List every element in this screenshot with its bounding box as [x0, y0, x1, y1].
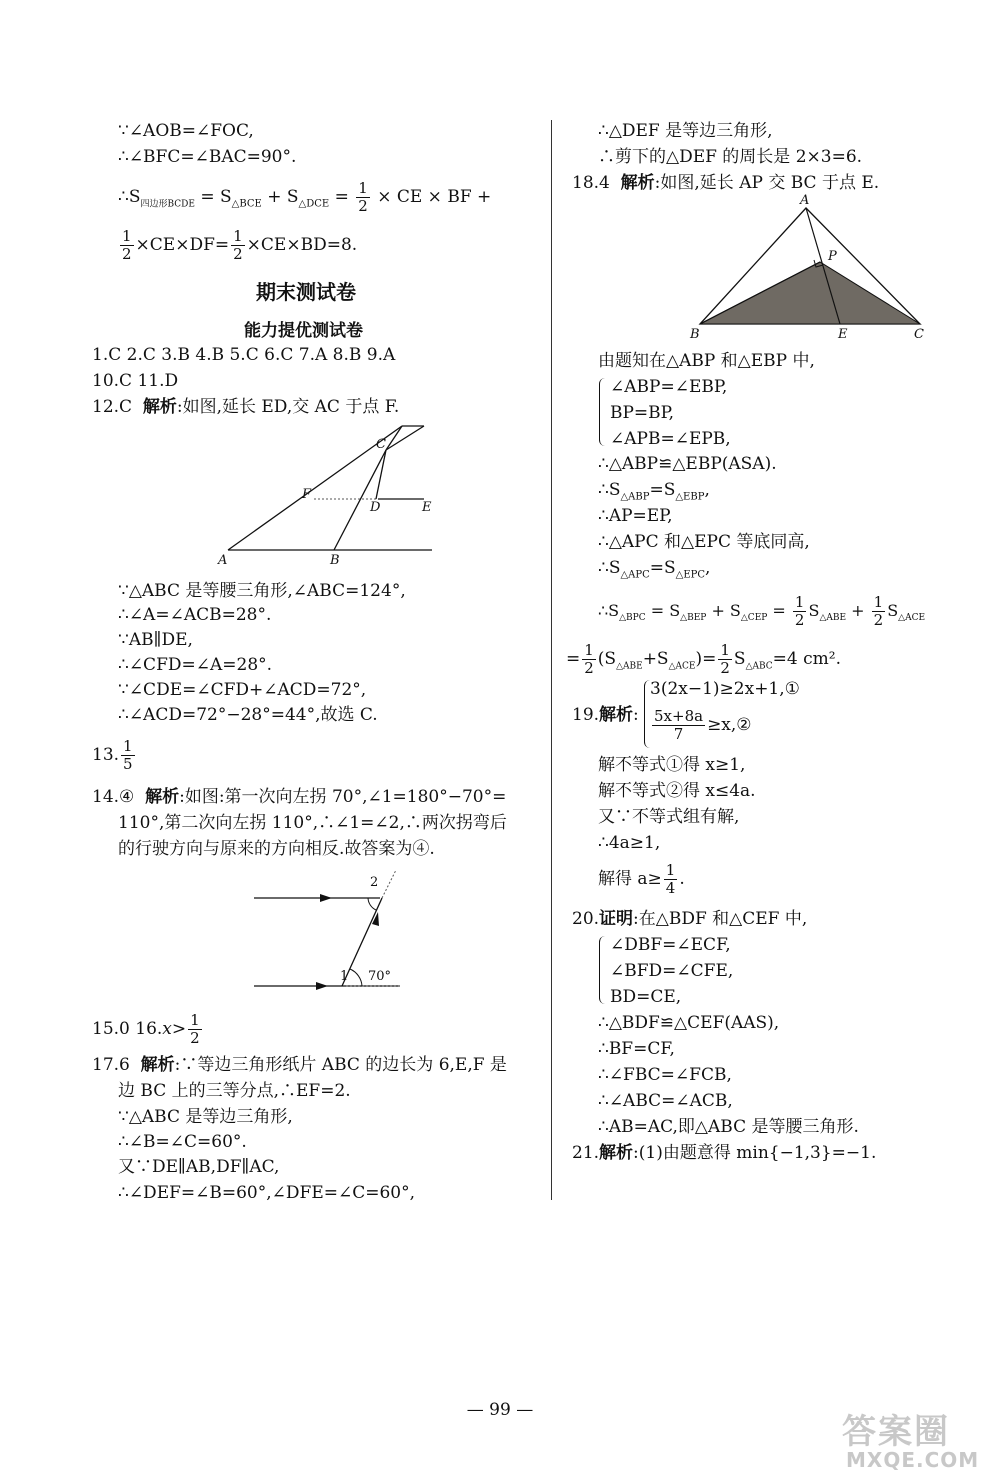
answers-row: 1.C 2.C 3.B 4.B 5.C 6.C 7.A 8.B 9.A: [92, 345, 396, 365]
text-line: ∴∠A=∠ACB=28°.: [118, 605, 272, 625]
figure-q18: [688, 193, 938, 342]
text-line: ∵∠CDE=∠CFD+∠ACD=72°,: [118, 680, 367, 700]
text-line: ∴剪下的△DEF 的周长是 2×3=6.: [598, 147, 863, 167]
text-line: 又∵DE∥AB,DF∥AC,: [118, 1157, 280, 1177]
q13: 13. $\frac{1}{5}$: [92, 737, 133, 773]
label-angle-2: 2: [370, 875, 379, 890]
text-line: ∴△DEF 是等边三角形,: [598, 121, 773, 141]
q20-header: 20.证明:在△BDF 和△CEF 中,: [572, 909, 808, 929]
inequality-2: $\frac{5x+8a}{7}$ ≥x,②: [654, 707, 752, 743]
label-c: C: [376, 437, 386, 452]
text-line: ∴AB=AC,即△ABC 是等腰三角形.: [598, 1117, 859, 1137]
section-title: 期末测试卷: [256, 280, 356, 304]
text-line: ∴∠BFC=∠BAC=90°.: [118, 147, 297, 167]
subsection-title: 能力提优测试卷: [244, 321, 363, 341]
area-formula-cont: $\frac{1}{2}$ ×CE×DF= $\frac{1}{2}$ ×CE×BD=8.: [122, 227, 358, 263]
page-number: — 99 —: [466, 1400, 534, 1420]
q12-header: 12.C 解析:如图,延长 ED,交 AC 于点 F.: [92, 397, 400, 417]
answers-row: 10.C 11.D: [92, 371, 179, 391]
text-line: 解不等式②得 x≤4a.: [598, 781, 756, 801]
text-line: 110°,第二次向左拐 110°,∴∠1=∠2,∴两次拐弯后: [118, 813, 507, 833]
text-line: BD=CE,: [610, 987, 682, 1007]
text-line: ∴△BDF≌△CEF(AAS),: [598, 1013, 780, 1033]
text-line: ∵AB∥DE,: [118, 630, 193, 650]
text-line: ∴∠DEF=∠B=60°,∠DFE=∠C=60°,: [118, 1183, 416, 1203]
text-line: ∠BFD=∠CFE,: [610, 961, 734, 981]
label-a: A: [218, 553, 228, 568]
text-line: ∴∠B=∠C=60°.: [118, 1132, 247, 1152]
column-divider: [551, 120, 552, 1200]
q17-header: 17.6 解析:∵等边三角形纸片 ABC 的边长为 6,E,F 是: [92, 1055, 507, 1075]
text-line: ∴∠CFD=∠A=28°.: [118, 655, 273, 675]
text-line: 边 BC 上的三等分点,∴EF=2.: [118, 1081, 351, 1101]
text-line: $\therefore S_{\triangle ABP}=S_{\triangle EBP}$,: [598, 480, 710, 503]
area-formula: $\therefore S_{四边形BCDE} = S_{\triangle BCE} + S_{\triangle DCE}$ = $\frac{1}{2}$ × CE × BF +: [118, 179, 492, 215]
q21-header: 21.解析:(1)由题意得 min{−1,3}=−1.: [572, 1143, 877, 1163]
q18-header: 18.4 解析:如图,延长 AP 交 BC 于点 E.: [572, 173, 880, 193]
label-d: D: [370, 500, 381, 515]
text-line: ∴△ABP≌△EBP(ASA).: [598, 454, 777, 474]
text-line: ∠DBF=∠ECF,: [610, 935, 731, 955]
figure-q14: [250, 866, 410, 996]
label-a: A: [800, 193, 810, 208]
label-b: B: [690, 327, 700, 342]
text-line: 的行驶方向与原来的方向相反.故答案为④.: [118, 839, 435, 859]
text-line: ∵△ABC 是等腰三角形,∠ABC=124°,: [118, 581, 406, 601]
figure-q12: [218, 418, 438, 568]
text-line: ∴△APC 和△EPC 等底同高,: [598, 532, 810, 552]
text-line: ∴∠FBC=∠FCB,: [598, 1065, 732, 1085]
text-line: ∴∠ABC=∠ACB,: [598, 1091, 733, 1111]
label-angle-70: 70°: [368, 969, 392, 984]
text-line: 解得 a≥ $\frac{1}{4}$ .: [598, 861, 685, 897]
label-e: E: [422, 500, 432, 515]
text-line: BP=BP,: [610, 403, 675, 423]
q19-label: 19.解析:: [572, 705, 639, 725]
label-e: E: [838, 327, 848, 342]
watermark-url: MXQE.COM: [846, 1448, 980, 1472]
system-brace: [599, 936, 606, 1004]
text-line: ∴∠ACD=72°−28°=44°,故选 C.: [118, 705, 378, 725]
text-line: 由题知在△ABP 和△EBP 中,: [598, 351, 815, 371]
area-sum-cont: = $\frac{1}{2}$ $(S_{\triangle ABE}+S_{\triangle ACE})=$ $\frac{1}{2}$ $S_{\triangle ABC}=4$ cm².: [566, 641, 841, 677]
watermark-logo: 答案圈: [842, 1412, 950, 1452]
text-line: ∠APB=∠EPB,: [610, 429, 731, 449]
text-line: ∵△ABC 是等边三角形,: [118, 1107, 293, 1127]
text-line: ∴AP=EP,: [598, 506, 673, 526]
text-line: ∴4a≥1,: [598, 833, 661, 853]
area-sum: $\therefore S_{\triangle BPC} = S_{\triangle BEP} + S_{\triangle CEP}$ = $\frac{1}{2}$ $S_{\triangle ABE}$ + $\frac{1}{2}$ $S_{\triangle ACE}$: [598, 593, 926, 629]
text-line: 又∵不等式组有解,: [598, 807, 740, 827]
label-f: F: [302, 487, 312, 502]
label-b: B: [330, 553, 340, 568]
text-line: 解不等式①得 x≥1,: [598, 755, 746, 775]
text-line: ∠ABP=∠EBP,: [610, 377, 728, 397]
q14-header: 14.④ 解析:如图:第一次向左拐 70°,∠1=180°−70°=: [92, 787, 507, 807]
inequality-1: 3(2x−1)≥2x+1,①: [650, 679, 800, 699]
text-line: ∵∠AOB=∠FOC,: [118, 121, 254, 141]
system-brace: [599, 378, 606, 446]
label-angle-1: 1: [340, 969, 349, 984]
text-line: ∴BF=CF,: [598, 1039, 675, 1059]
q15-q16: 15.0 16.x> $\frac{1}{2}$: [92, 1011, 200, 1047]
text-line: $\therefore S_{\triangle APC}=S_{\triangle EPC}$,: [598, 558, 711, 581]
label-c: C: [914, 327, 924, 342]
label-p: P: [828, 249, 837, 264]
